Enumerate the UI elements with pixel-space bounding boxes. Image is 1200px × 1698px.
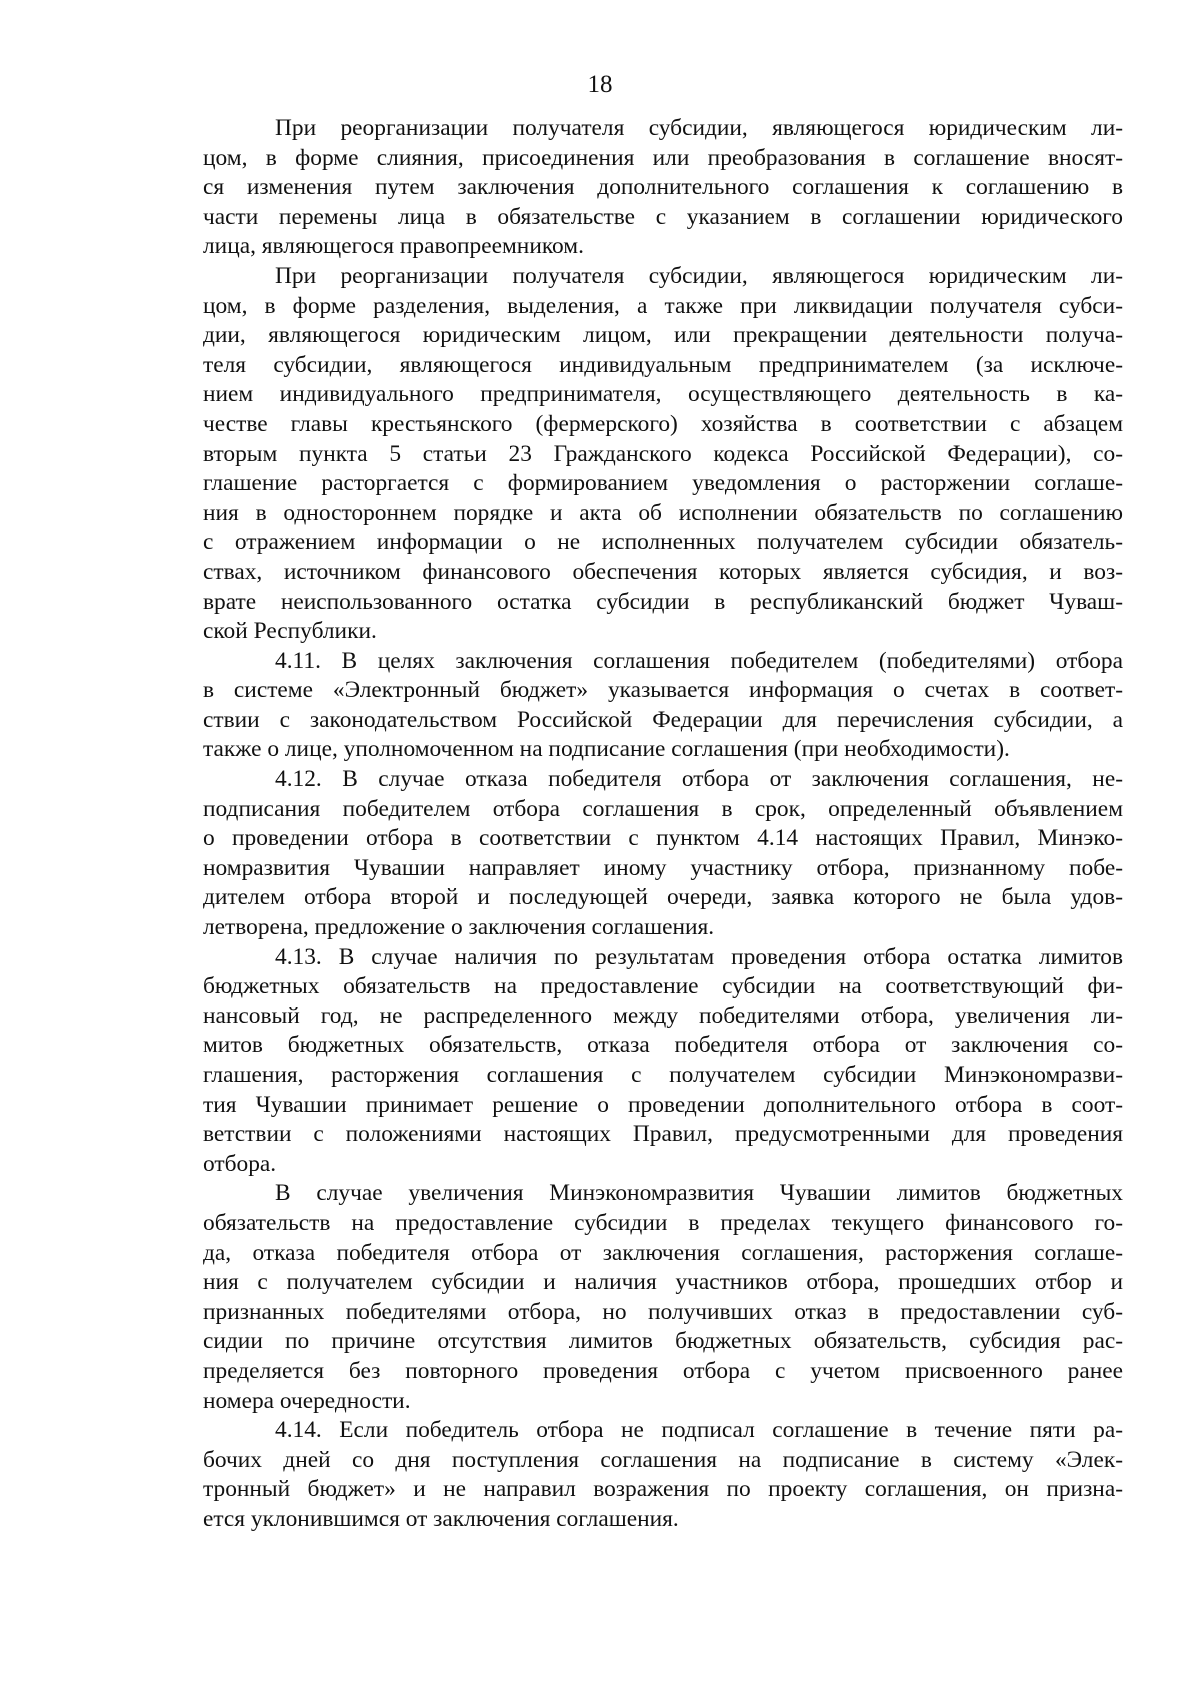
text-line: митов бюджетных обязательств, отказа победителя отбора от заключения со-: [203, 1032, 1123, 1059]
text-line: номразвития Чувашии направляет иному участнику отбора, признанному побе-: [203, 854, 1123, 881]
text-line: бюджетных обязательств на предоставление субсидии на соответствующий фи-: [203, 973, 1123, 1000]
text-line: ется уклонившимся от заключения соглашения.: [203, 1505, 679, 1532]
text-line: вторым пункта 5 статьи 23 Гражданского кодекса Российской Федерации), со-: [203, 440, 1123, 467]
document-body: [203, 114, 1123, 1535]
text-line: нансовый год, не распределенного между победителями отбора, увеличения ли-: [203, 1002, 1123, 1029]
text-line: При реорганизации получателя субсидии, являющегося юридическим ли-: [275, 115, 1123, 141]
text-line: дителем отбора второй и последующей очереди, заявка которого не была удов-: [203, 884, 1123, 911]
text-line: 4.12. В случае отказа победителя отбора от заключения соглашения, не-: [275, 766, 1123, 793]
text-line: обязательств на предоставление субсидии в пределах текущего финансового го-: [203, 1209, 1123, 1236]
text-line: честве главы крестьянского (фермерского) хозяйства в соответствии с абзацем: [203, 410, 1123, 437]
text-line: 4.11. В целях заключения соглашения победителем (победителями) отбора: [275, 647, 1123, 674]
text-line: тия Чувашии принимает решение о проведении дополнительного отбора в соот-: [203, 1091, 1123, 1118]
text-line: ствии с законодательством Российской Федерации для перечисления субсидии, а: [203, 706, 1123, 733]
paragraph: [203, 943, 1123, 1180]
text-line: о проведении отбора в соответствии с пунктом 4.14 настоящих Правил, Минэко-: [203, 825, 1123, 852]
text-line: тронный бюджет» и не направил возражения по проекту соглашения, он призна-: [203, 1476, 1123, 1503]
text-line: пределяется без повторного проведения отбора с учетом присвоенного ранее: [203, 1357, 1123, 1384]
text-line: дии, являющегося юридическим лицом, или прекращении деятельности получа-: [203, 322, 1123, 349]
text-line: При реорганизации получателя субсидии, являющегося юридическим ли-: [275, 262, 1123, 289]
paragraph: [203, 114, 1123, 262]
text-line: 4.13. В случае наличия по результатам проведения отбора остатка лимитов: [275, 943, 1123, 970]
text-line: цом, в форме разделения, выделения, а также при ликвидации получателя субси-: [203, 292, 1123, 319]
text-line: отбора.: [203, 1150, 277, 1177]
text-line: врате неиспользованного остатка субсидии в республиканский бюджет Чуваш-: [203, 588, 1123, 615]
text-line: да, отказа победителя отбора от заключения соглашения, расторжения соглаше-: [203, 1239, 1123, 1266]
text-line: ствах, источником финансового обеспечения которых является субсидия, и воз-: [203, 558, 1123, 585]
text-line: бочих дней со дня поступления соглашения на подписание в систему «Элек-: [203, 1446, 1123, 1473]
text-line: также о лице, уполномоченном на подписание соглашения (при необходимости).: [203, 736, 1010, 763]
paragraph: [203, 647, 1123, 765]
text-line: номера очередности.: [203, 1387, 411, 1414]
text-line: сидии по причине отсутствия лимитов бюджетных обязательств, субсидия рас-: [203, 1328, 1123, 1355]
text-line: признанных победителями отбора, но получивших отказ в предоставлении суб-: [203, 1298, 1123, 1325]
page-number: 18: [587, 71, 613, 98]
text-line: теля субсидии, являющегося индивидуальным предпринимателем (за исключе-: [203, 351, 1123, 378]
text-line: ния в одностороннем порядке и акта об исполнении обязательств по соглашению: [203, 499, 1123, 526]
text-line: части перемены лица в обязательстве с указанием в соглашении юридического: [203, 203, 1123, 230]
text-line: цом, в форме слияния, присоединения или преобразования в соглашение вносят-: [203, 144, 1123, 171]
text-line: ся изменения путем заключения дополнительного соглашения к соглашению в: [203, 174, 1123, 201]
paragraph: [203, 1416, 1123, 1534]
text-line: с отражением информации о не исполненных получателем субсидии обязатель-: [203, 529, 1123, 556]
text-line: ской Республики.: [203, 618, 377, 645]
text-line: глашения, расторжения соглашения с получателем субсидии Минэкономразви-: [203, 1062, 1123, 1088]
text-line: глашение расторгается с формированием уведомления о расторжении соглаше-: [203, 470, 1123, 497]
text-line: В случае увеличения Минэкономразвития Чувашии лимитов бюджетных: [275, 1180, 1123, 1207]
text-line: ветствии с положениями настоящих Правил, предусмотренными для проведения: [203, 1121, 1123, 1148]
text-line: 4.14. Если победитель отбора не подписал соглашение в течение пяти ра-: [275, 1417, 1123, 1444]
paragraph: [203, 262, 1123, 647]
text-line: в системе «Электронный бюджет» указывается информация о счетах в соответ-: [203, 677, 1123, 704]
paragraph: [203, 765, 1123, 943]
text-line: подписания победителем отбора соглашения в срок, определенный объявлением: [203, 795, 1123, 822]
text-line: нием индивидуального предпринимателя, осуществляющего деятельность в ка-: [203, 381, 1123, 408]
text-line: ния с получателем субсидии и наличия участников отбора, прошедших отбор и: [203, 1269, 1123, 1296]
text-line: летворена, предложение о заключения соглашения.: [203, 914, 715, 941]
paragraph: [203, 1179, 1123, 1416]
text-line: лица, являющегося правопреемником.: [203, 233, 584, 260]
